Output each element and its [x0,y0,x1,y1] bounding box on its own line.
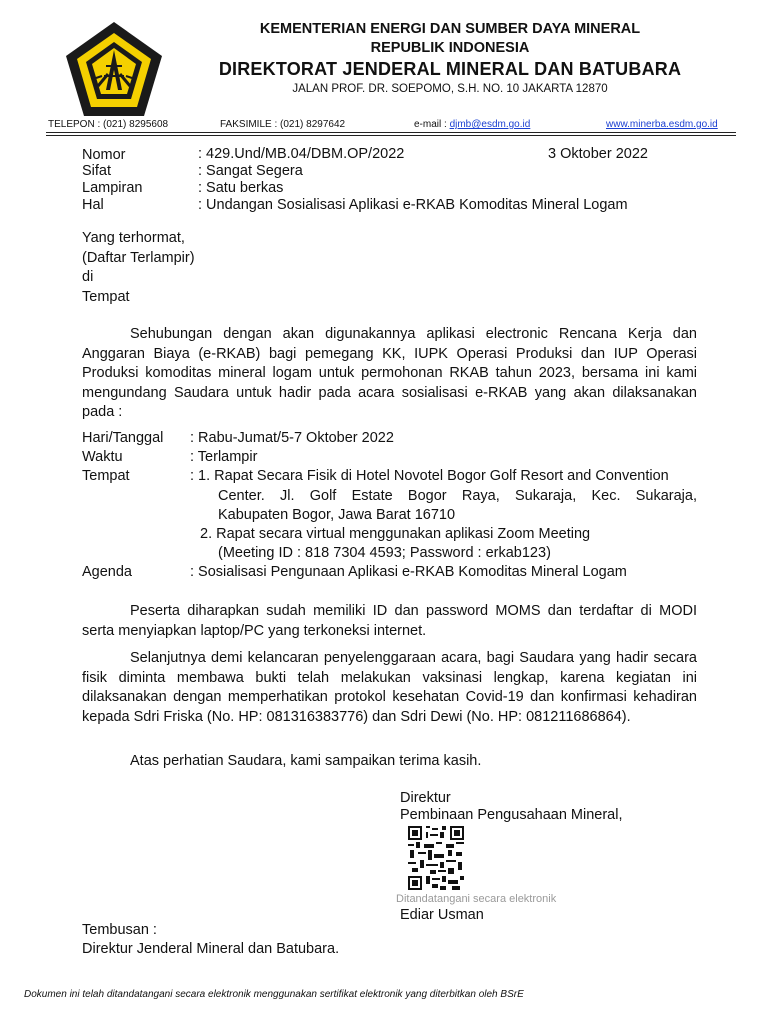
hal-value: : Undangan Sosialisasi Aplikasi e-RKAB Komoditas Mineral Logam [198,197,628,213]
header-divider-thin [46,135,736,136]
signer-title: Direktur [400,790,451,806]
waktu-label: Waktu [82,449,123,465]
nomor-label: Nomor [82,147,126,163]
nomor-value: : 429.Und/MB.04/DBM.OP/2022 [198,146,405,162]
email-label: e-mail : [414,119,450,130]
letter-date: 3 Oktober 2022 [548,146,648,162]
hari-value: : Rabu-Jumat/5-7 Oktober 2022 [190,430,394,446]
office-address: JALAN PROF. DR. SOEPOMO, S.H. NO. 10 JAKARTA 12870 [292,83,608,95]
ministry-logo [62,20,166,124]
addressee-line: di [82,269,94,285]
email-line [414,119,530,130]
agenda-value: : Sosialisasi Pengunaan Aplikasi e-RKAB Komoditas Mineral Logam [190,564,627,580]
lampiran-label: Lampiran [82,180,143,196]
waktu-value: : Terlampir [190,449,258,465]
tempat-label: Tempat [82,468,130,484]
lampiran-value: : Satu berkas [198,180,284,196]
electronic-signature-note: Ditandatangani secara elektronik [396,893,557,905]
footer-disclaimer: Dokumen ini telah ditandatangani secara elektronik menggunakan sertifikat elektronik yang diterbitkan oleh BSrE [24,989,524,1000]
health-protocol-paragraph: Selanjutnya demi kelancaran penyelenggaraan acara, bagi Saudara yang hadir secara fisik diminta membawa bukti telah melakukan vaksinasi lengkap, karena kegiatan ini dilaksanakan dengan memperhatikan protokol kesehatan Covid-19 dan konfirmasi kehadiran kepada Sdri Friska (No. HP: 081316383776) dan Sdri Dewi (No. HP: 081211686864). [82,650,697,725]
tempat-1-cont2: Kabupaten Bogor, Jawa Barat 16710 [218,507,456,523]
republic-name: REPUBLIK INDONESIA [370,40,530,56]
sifat-label: Sifat [82,163,112,179]
tembusan-label: Tembusan : [82,922,157,938]
signature-qr-code [408,826,464,890]
header-divider [46,132,736,133]
tempat-1: : 1. Rapat Secara Fisik di Hotel Novotel Bogor Golf Resort and Convention [190,468,669,484]
phone-number: TELEPON : (021) 8295608 [48,119,169,130]
addressee-line: Yang terhormat, [82,230,185,246]
intro-paragraph: Sehubungan dengan akan digunakannya aplikasi electronic Rencana Kerja dan Anggaran Biaya (e-RKAB) bagi pemegang KK, IUPK Operasi Produksi dan IUP Operasi Produksi komoditas mineral logam untuk permohonan RKAB tahun 2023, bersama ini kami mengundang Saudara untuk hadir pada acara sosialisasi e-RKAB yang akan dilaksanakan pada : [82,326,697,420]
signer-name: Ediar Usman [400,907,484,923]
directorate-name: DIREKTORAT JENDERAL MINERAL DAN BATUBARA [218,59,682,79]
website-link[interactable]: www.minerba.esdm.go.id [606,119,718,130]
requirements-paragraph: Peserta diharapkan sudah memiliki ID dan password MOMS dan terdaftar di MODI serta menyiapkan laptop/PC yang terkoneksi internet. [82,603,697,639]
addressee-line: (Daftar Terlampir) [82,249,195,266]
email-link[interactable]: djmb@esdm.go.id [449,119,531,130]
agenda-label: Agenda [82,564,132,580]
tempat-2: 2. Rapat secara virtual menggunakan aplikasi Zoom Meeting [200,526,591,542]
hal-label: Hal [82,197,104,213]
tempat-2-cont: (Meeting ID : 818 7304 4593; Password : erkab123) [218,545,551,561]
tempat-1-cont: Center. Jl. Golf Estate Bogor Raya, Sukaraja, Kec. Sukaraja, [218,488,697,504]
tembusan-item: Direktur Jenderal Mineral dan Batubara. [82,941,340,957]
closing-line: Atas perhatian Saudara, kami sampaikan terima kasih. [130,753,482,769]
fax-number: FAKSIMILE : (021) 8297642 [220,119,346,130]
signer-unit: Pembinaan Pengusahaan Mineral, [400,807,623,823]
ministry-name: KEMENTERIAN ENERGI DAN SUMBER DAYA MINERAL [259,21,641,37]
hari-label: Hari/Tanggal [82,430,164,446]
sifat-value: : Sangat Segera [198,163,303,179]
addressee-block [82,229,195,307]
addressee-line: Tempat [82,288,130,305]
